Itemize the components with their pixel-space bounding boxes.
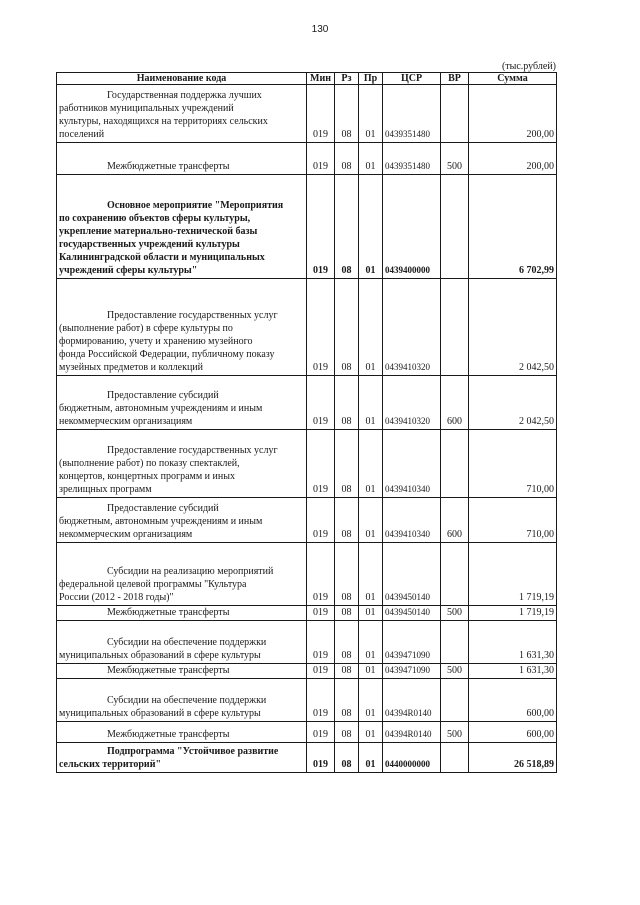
- cell-pr: 01: [359, 376, 383, 430]
- cell-name: [57, 743, 307, 773]
- cell-rz: 08: [335, 743, 359, 773]
- column-header-name: Наименование кода: [57, 73, 307, 85]
- cell-min: 019: [307, 621, 335, 664]
- cell-rz: 08: [335, 543, 359, 606]
- cell-sum: 2 042,50: [469, 279, 557, 376]
- cell-pr: 01: [359, 175, 383, 279]
- cell-min: 019: [307, 664, 335, 679]
- cell-name-first-line: Предоставление субсидий: [107, 503, 219, 514]
- cell-csr: 0439351480: [383, 143, 441, 175]
- cell-pr: 01: [359, 543, 383, 606]
- cell-pr: 01: [359, 143, 383, 175]
- cell-name: [57, 679, 307, 722]
- cell-csr: 04394R0140: [383, 722, 441, 743]
- cell-sum: 1 631,30: [469, 621, 557, 664]
- cell-min: 019: [307, 279, 335, 376]
- cell-rz: 08: [335, 664, 359, 679]
- cell-name-first-line: Межбюджетные трансферты: [107, 607, 230, 618]
- cell-csr: 0439400000: [383, 175, 441, 279]
- cell-min: 019: [307, 143, 335, 175]
- cell-name-continuation: сельских территорий": [59, 759, 162, 770]
- cell-name: [57, 279, 307, 376]
- table-row: [57, 743, 557, 773]
- cell-pr: 01: [359, 679, 383, 722]
- cell-rz: 08: [335, 376, 359, 430]
- cell-csr: 0439351480: [383, 85, 441, 143]
- cell-sum: 1 719,19: [469, 543, 557, 606]
- table-row: [57, 543, 557, 606]
- cell-min: 019: [307, 175, 335, 279]
- table-row: [57, 679, 557, 722]
- budget-table: [56, 72, 557, 773]
- cell-vr: 600: [441, 498, 469, 543]
- cell-name: [57, 175, 307, 279]
- cell-csr: 04394R0140: [383, 679, 441, 722]
- cell-min: 019: [307, 498, 335, 543]
- cell-vr: 500: [441, 722, 469, 743]
- table-row: [57, 664, 557, 679]
- column-header-csr: ЦСР: [383, 73, 441, 85]
- cell-rz: 08: [335, 85, 359, 143]
- cell-csr: 0439410340: [383, 430, 441, 498]
- cell-name: [57, 498, 307, 543]
- cell-sum: 600,00: [469, 722, 557, 743]
- cell-csr: 0439410320: [383, 279, 441, 376]
- cell-pr: 01: [359, 664, 383, 679]
- cell-rz: 08: [335, 621, 359, 664]
- table-header-row: [57, 73, 557, 85]
- cell-sum: 1 719,19: [469, 606, 557, 621]
- cell-sum: 26 518,89: [469, 743, 557, 773]
- cell-pr: 01: [359, 722, 383, 743]
- cell-name-continuation: бюджетным, автономным учреждениям и иным некоммерческим организациям: [59, 516, 263, 540]
- cell-rz: 08: [335, 430, 359, 498]
- cell-name-continuation: (выполнение работ) по показу спектаклей, концертов, концертных программ и иных зрелищных программ: [59, 458, 240, 495]
- cell-name-continuation: муниципальных образований в сфере культуры: [59, 650, 261, 661]
- cell-name-first-line: Основное мероприятие "Мероприятия: [107, 200, 284, 211]
- cell-pr: 01: [359, 279, 383, 376]
- cell-min: 019: [307, 430, 335, 498]
- cell-name-first-line: Предоставление субсидий: [107, 390, 219, 401]
- table-row: [57, 722, 557, 743]
- cell-name-first-line: Подпрограмма "Устойчивое развитие: [107, 746, 279, 757]
- cell-rz: 08: [335, 498, 359, 543]
- table-row: [57, 430, 557, 498]
- cell-name-first-line: Субсидии на обеспечение поддержки: [107, 637, 267, 648]
- cell-sum: 2 042,50: [469, 376, 557, 430]
- cell-min: 019: [307, 376, 335, 430]
- cell-name: [57, 722, 307, 743]
- cell-min: 019: [307, 722, 335, 743]
- cell-pr: 01: [359, 606, 383, 621]
- cell-vr: [441, 85, 469, 143]
- page-number: 130: [311, 24, 329, 35]
- cell-min: 019: [307, 679, 335, 722]
- cell-pr: 01: [359, 430, 383, 498]
- cell-name-first-line: Межбюджетные трансферты: [107, 729, 230, 740]
- cell-name-continuation: работников муниципальных учреждений культуры, находящихся на территориях сельских поселений: [59, 103, 268, 140]
- cell-sum: 710,00: [469, 498, 557, 543]
- cell-vr: [441, 679, 469, 722]
- cell-min: 019: [307, 85, 335, 143]
- cell-rz: 08: [335, 143, 359, 175]
- cell-name-first-line: Субсидии на реализацию мероприятий: [107, 566, 274, 577]
- cell-csr: 0439410320: [383, 376, 441, 430]
- cell-csr: 0439450140: [383, 543, 441, 606]
- column-header-rz: Рз: [335, 73, 359, 85]
- cell-name: [57, 430, 307, 498]
- column-header-min: Мин: [307, 73, 335, 85]
- cell-sum: 710,00: [469, 430, 557, 498]
- cell-csr: 0439471090: [383, 664, 441, 679]
- cell-name-first-line: Межбюджетные трансферты: [107, 665, 230, 676]
- cell-pr: 01: [359, 743, 383, 773]
- cell-name-first-line: Предоставление государственных услуг: [107, 445, 278, 456]
- cell-name: [57, 664, 307, 679]
- cell-vr: [441, 543, 469, 606]
- table-row: [57, 279, 557, 376]
- table-row: [57, 376, 557, 430]
- cell-name: [57, 376, 307, 430]
- column-header-vr: ВР: [441, 73, 469, 85]
- cell-vr: 500: [441, 143, 469, 175]
- cell-vr: 600: [441, 376, 469, 430]
- cell-vr: 500: [441, 664, 469, 679]
- cell-name-first-line: Межбюджетные трансферты: [107, 161, 230, 172]
- cell-sum: 600,00: [469, 679, 557, 722]
- cell-name: [57, 85, 307, 143]
- cell-min: 019: [307, 743, 335, 773]
- units-label: (тыс.рублей): [501, 61, 556, 72]
- table-row: [57, 498, 557, 543]
- cell-name-first-line: Государственная поддержка лучших: [107, 90, 262, 101]
- cell-name: [57, 543, 307, 606]
- cell-name-continuation: по сохранению объектов сферы культуры, укрепление материально-технической базы государственных учреждений культуры Калининградской области и муниципальных учреждений сферы культуры": [59, 213, 265, 276]
- table-row: [57, 606, 557, 621]
- cell-vr: [441, 175, 469, 279]
- cell-csr: 0439410340: [383, 498, 441, 543]
- cell-csr: 0439471090: [383, 621, 441, 664]
- cell-rz: 08: [335, 722, 359, 743]
- cell-name: [57, 621, 307, 664]
- table-row: [57, 143, 557, 175]
- cell-sum: 6 702,99: [469, 175, 557, 279]
- cell-pr: 01: [359, 621, 383, 664]
- column-header-sum: Сумма: [469, 73, 557, 85]
- cell-name: [57, 606, 307, 621]
- cell-sum: 200,00: [469, 85, 557, 143]
- cell-pr: 01: [359, 85, 383, 143]
- cell-rz: 08: [335, 279, 359, 376]
- table-body: [57, 85, 557, 773]
- cell-vr: [441, 430, 469, 498]
- cell-vr: [441, 279, 469, 376]
- cell-name-continuation: федеральной целевой программы "Культура России (2012 - 2018 годы)": [59, 579, 247, 603]
- table-row: [57, 175, 557, 279]
- cell-pr: 01: [359, 498, 383, 543]
- cell-csr: 0439450140: [383, 606, 441, 621]
- column-header-pr: Пр: [359, 73, 383, 85]
- cell-min: 019: [307, 606, 335, 621]
- cell-vr: [441, 621, 469, 664]
- cell-sum: 200,00: [469, 143, 557, 175]
- cell-name-continuation: бюджетным, автономным учреждениям и иным некоммерческим организациям: [59, 403, 263, 427]
- cell-vr: [441, 743, 469, 773]
- cell-csr: 0440000000: [383, 743, 441, 773]
- cell-rz: 08: [335, 679, 359, 722]
- cell-name-first-line: Субсидии на обеспечение поддержки: [107, 695, 267, 706]
- cell-name: [57, 143, 307, 175]
- cell-rz: 08: [335, 606, 359, 621]
- cell-name-first-line: Предоставление государственных услуг: [107, 310, 278, 321]
- cell-vr: 500: [441, 606, 469, 621]
- table-row: [57, 621, 557, 664]
- table-row: [57, 85, 557, 143]
- cell-min: 019: [307, 543, 335, 606]
- cell-name-continuation: муниципальных образований в сфере культуры: [59, 708, 261, 719]
- cell-name-continuation: (выполнение работ) в сфере культуры по формированию, учету и хранению музейного фонда Российской Федерации, публичному показу музейных предметов и коллекций: [59, 323, 275, 373]
- cell-rz: 08: [335, 175, 359, 279]
- cell-sum: 1 631,30: [469, 664, 557, 679]
